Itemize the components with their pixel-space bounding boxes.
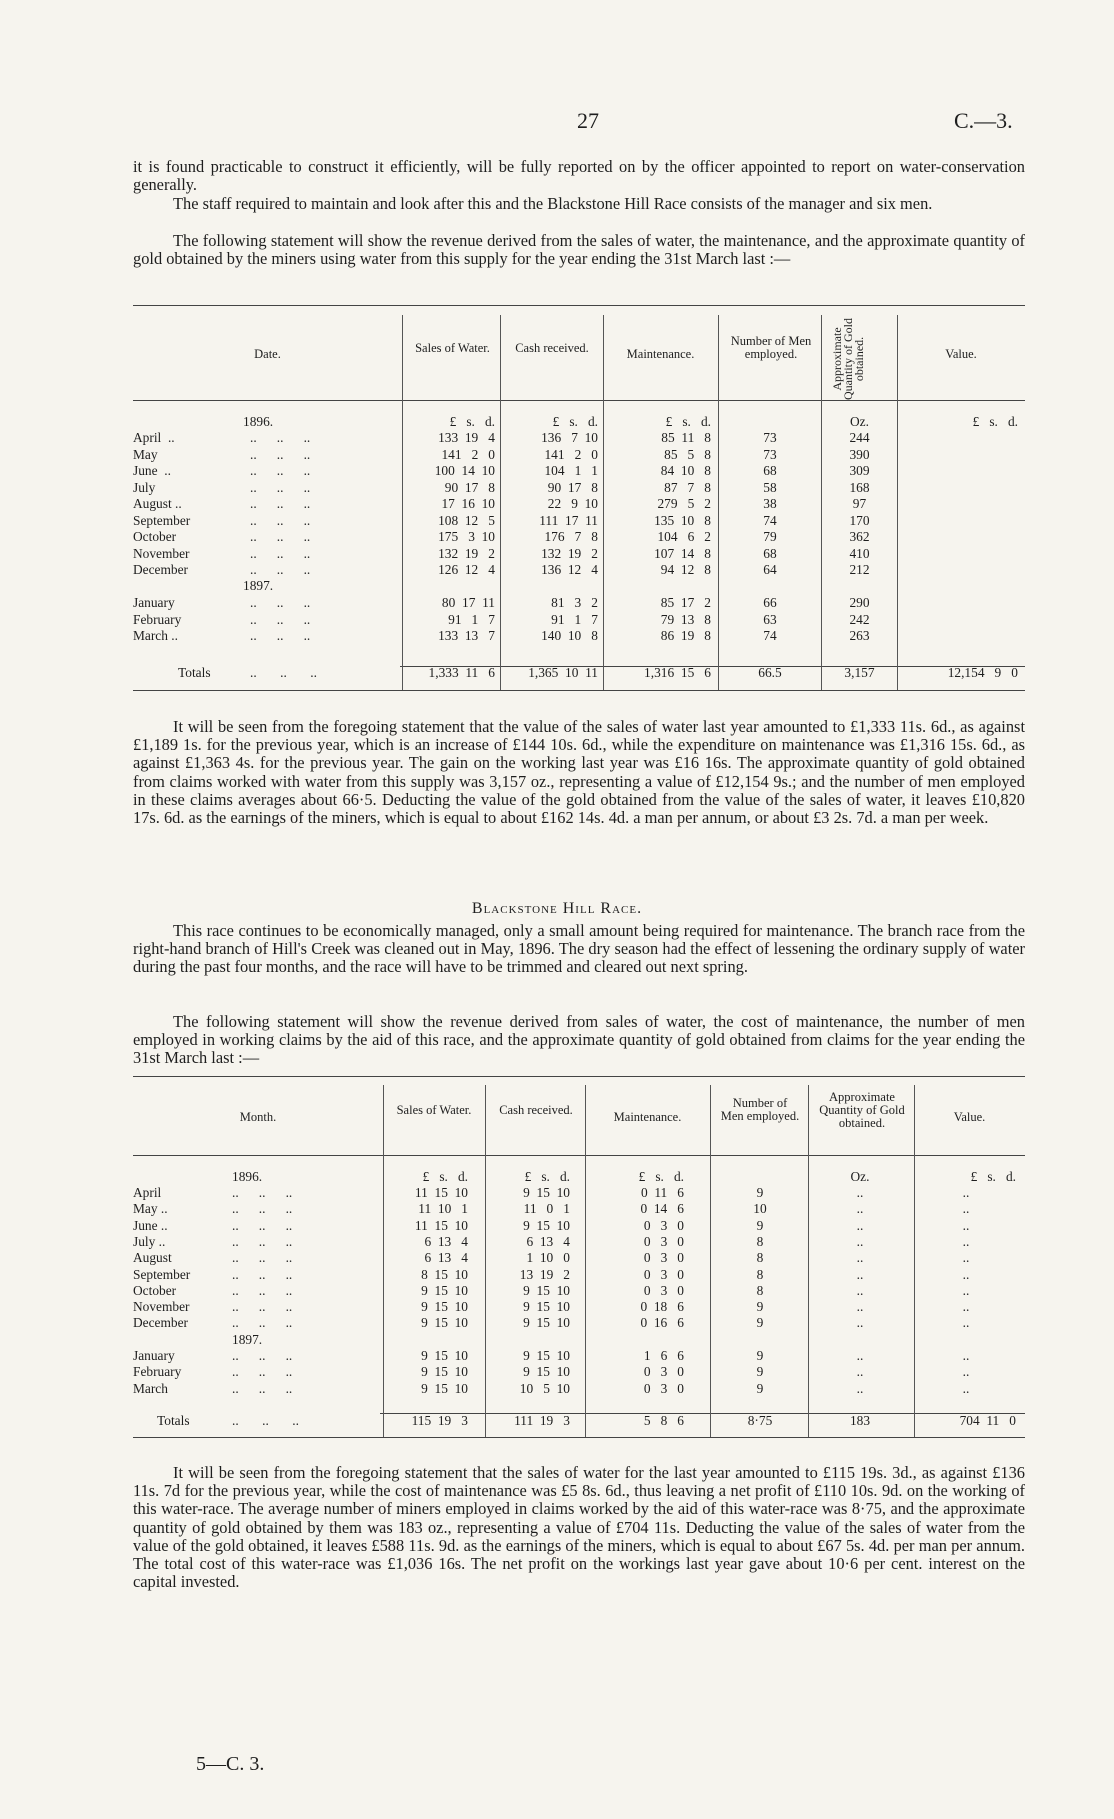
- table1-row-month: May: [133, 446, 158, 462]
- table1-row-men: 63: [763, 611, 777, 627]
- table1-row-month: June ..: [133, 463, 171, 478]
- table1-row-cash: 111 17 11: [539, 512, 598, 528]
- table1-row-maint: 135 10 8: [654, 512, 711, 528]
- table2-row-maint: 0 3 0: [643, 1217, 684, 1233]
- table1-row-gold: 309: [849, 463, 870, 478]
- table1-header-sales: Sales of Water.: [415, 341, 490, 355]
- table2-unit-maint: £ s. d.: [638, 1169, 684, 1184]
- table2-row-cash: 9 15 10: [523, 1299, 570, 1315]
- table2-unit-value: £ s. d.: [970, 1169, 1016, 1184]
- table2-row-month: March: [133, 1380, 168, 1396]
- table1-row-men: 68: [763, 545, 777, 561]
- paragraph-2: It will be seen from the foregoing statement that the value of the sales of water last year amounted to £1,333 11s. 6d., as against £1,189 1s. for the previous year, which is an increase of £144 10s. 6d., while the expenditure on maintenance was £1,316 15s. 6d., as against £1,363 4s. for the previous year. The gain on the working last year was £16 16s. The approximate quantity of gold obtained from claims worked with water from this supply was 3,157 oz., representing a value of £12,154 9s.; and the number of men employed in these claims averages about 66·5. Deducting the value of the gold obtained from the value of the sales of water, it leaves £10,820 17s. 6d. as the earnings of the miners, which is equal to about £162 14s. 4d. a man per annum, or about £3 2s. 7d. a man per week.: [133, 717, 1025, 828]
- intro-paragraph-3: The following statement will show the revenue derived from the sales of water, the maintenance, and the approximate quantity of gold obtained by the miners using water from this supply for the year ending the 31st March last :—: [133, 231, 1025, 269]
- table2-row-dots: .. .. ..: [232, 1250, 293, 1266]
- table1-row-gold: 362: [849, 529, 870, 544]
- table1-year-1896: 1896.: [243, 414, 274, 429]
- table2-row-men: 9: [756, 1348, 764, 1363]
- table2-row-sales: 9 15 10: [421, 1299, 468, 1315]
- table1-row-cash: 91 1 7: [551, 611, 598, 627]
- table2-row-month: April: [133, 1185, 162, 1200]
- table1-row-men: 58: [763, 479, 777, 495]
- table2-row-gold: ..: [856, 1299, 864, 1315]
- table1-totals-value: 12,154 9 0: [947, 665, 1018, 680]
- table2-row-value: ..: [962, 1233, 970, 1249]
- table1-row-dots: .. .. ..: [250, 595, 311, 610]
- table2-row-gold: ..: [856, 1185, 864, 1200]
- footer-signature: 5—C. 3.: [196, 1753, 265, 1775]
- table1-row-men: 73: [763, 446, 777, 462]
- table1-row-maint: 87 7 8: [664, 479, 711, 495]
- table2-totals-cash: 111 19 3: [514, 1413, 570, 1428]
- table1-row-gold: 97: [852, 496, 867, 511]
- table2-row-value: ..: [962, 1282, 970, 1298]
- table1-unit-cash: £ s. d.: [552, 414, 598, 429]
- table1-header-value: Value.: [945, 347, 977, 361]
- table1-row-dots: .. .. ..: [250, 529, 311, 544]
- table2-row-maint: 0 3 0: [643, 1282, 684, 1298]
- table2-row-men: 9: [756, 1315, 764, 1331]
- section-heading: Blackstone Hill Race.: [471, 900, 643, 917]
- table2-row-value: ..: [962, 1315, 970, 1331]
- table2-row-sales: 9 15 10: [421, 1315, 468, 1331]
- page-number: 27: [577, 108, 599, 133]
- table2-row-cash: 9 15 10: [523, 1185, 570, 1200]
- table1-row-dots: .. .. ..: [250, 512, 311, 528]
- table2-row-men: 9: [756, 1364, 764, 1380]
- intro-paragraph-2: The staff required to maintain and look after this and the Blackstone Hill Race consists of the manager and six men.: [173, 194, 933, 213]
- table2-row-maint: 0 3 0: [643, 1364, 684, 1380]
- table2-year-1897: 1897.: [232, 1332, 263, 1347]
- table1-row-month: February: [133, 611, 182, 627]
- table1-totals-sales: 1,333 11 6: [428, 665, 495, 680]
- table2-totals-label: Totals: [157, 1413, 190, 1428]
- table1-row-cash: 141 2 0: [544, 446, 598, 462]
- table1-row-gold: 290: [849, 595, 870, 610]
- table1-row-men: 68: [763, 463, 777, 478]
- table1-unit-value: £ s. d.: [972, 414, 1018, 429]
- table2-header-value: Value.: [953, 1110, 986, 1124]
- table1-row-dots: .. .. ..: [250, 496, 311, 511]
- table1-row-men: 38: [763, 496, 777, 511]
- table2-row-sales: 9 15 10: [421, 1364, 468, 1380]
- intro-paragraph-1: it is found practicable to construct it efficiently, will be fully reported on by the officer appointed to report on water-conservation generally.: [133, 157, 1025, 195]
- table1-row-maint: 79 13 8: [660, 611, 711, 627]
- table2-row-month: August: [133, 1250, 172, 1266]
- table1-header-date: Date.: [254, 347, 281, 361]
- table2-totals-gold: 183: [849, 1413, 871, 1428]
- table1-row-sales: 100 14 10: [434, 463, 495, 478]
- table2-row-dots: .. .. ..: [232, 1233, 293, 1249]
- table1-row-sales: 132 19 2: [438, 545, 495, 561]
- table2-row-maint: 0 3 0: [643, 1233, 684, 1249]
- table1-row-month: January: [133, 595, 175, 610]
- table1-row-cash: 136 7 10: [541, 430, 598, 445]
- table1-row-sales: 133 19 4: [438, 430, 495, 445]
- table2-row-dots: .. .. ..: [232, 1299, 293, 1315]
- table2-row-month: September: [133, 1266, 191, 1282]
- page-reference: C.—3.: [954, 108, 1013, 133]
- table2-row-dots: .. .. ..: [232, 1364, 293, 1380]
- table1-row-gold: 263: [849, 628, 870, 643]
- table2-row-gold: ..: [856, 1266, 864, 1282]
- table2-row-dots: .. .. ..: [232, 1282, 293, 1298]
- table2-row-cash: 9 15 10: [523, 1348, 570, 1363]
- table1-totals-label: Totals: [178, 665, 211, 680]
- table2-row-cash: 11 0 1: [523, 1201, 570, 1217]
- table1-row-maint: 104 6 2: [657, 529, 711, 544]
- table1-row-dots: .. .. ..: [250, 479, 311, 495]
- table1-row-gold: 168: [849, 479, 870, 495]
- table1-row-maint: 85 17 2: [660, 595, 711, 610]
- table2-row-men: 9: [756, 1185, 764, 1200]
- table2-header-month: Month.: [239, 1110, 277, 1124]
- table2-row-month: May ..: [133, 1201, 168, 1217]
- table1-row-month: November: [133, 545, 190, 561]
- table2-header-cash: Cash received.: [499, 1103, 573, 1117]
- table1-row-month: March ..: [133, 628, 178, 643]
- paragraph-4: It will be seen from the foregoing statement that the sales of water for the last year amounted to £115 19s. 3d., as against £136 11s. 7d for the previous year, while the cost of maintenance was £5 8s. 6d., thus leaving a net profit of £110 10s. 9d. on the working of this water-race. The average number of miners employed in claims worked by the aid of this water-race was 8·75, and the approximate quantity of gold obtained by them was 183 oz., representing a value of £704 11s. Deducting the value of the sales of water from the value of the gold obtained, it leaves £588 11s. 9d. as the earnings of the miners, which is equal to about £67 5s. 4d. per man per annum. The total cost of this water-race was £1,036 16s. The net profit on the workings last year gave about 10·6 per cent. interest on the capital invested.: [133, 1463, 1025, 1592]
- table2-totals-sales: 115 19 3: [411, 1413, 468, 1428]
- table2-row-month: January: [133, 1348, 175, 1363]
- table2-header-men: Number of Men employed.: [720, 1096, 800, 1123]
- table2-row-sales: 9 15 10: [421, 1380, 468, 1396]
- table2-row-value: ..: [962, 1185, 970, 1200]
- table2-row-gold: ..: [856, 1348, 864, 1363]
- table2-row-gold: ..: [856, 1380, 864, 1396]
- table1-row-gold: 170: [849, 512, 870, 528]
- table2-unit-gold: Oz.: [850, 1169, 870, 1184]
- table1-header-cash: Cash received.: [515, 341, 589, 355]
- table1-row-dots: .. .. ..: [250, 463, 311, 478]
- table2-row-sales: 9 15 10: [421, 1282, 468, 1298]
- table2-row-gold: ..: [856, 1315, 864, 1331]
- table1-row-men: 66: [763, 595, 777, 610]
- table1-row-cash: 90 17 8: [547, 479, 598, 495]
- table1-row-maint: 86 19 8: [660, 628, 711, 643]
- table2-row-sales: 8 15 10: [421, 1266, 468, 1282]
- table1-row-sales: 141 2 0: [441, 446, 495, 462]
- table2-row-dots: .. .. ..: [232, 1185, 293, 1200]
- table2-row-dots: .. .. ..: [232, 1217, 293, 1233]
- table1-row-gold: 410: [849, 545, 870, 561]
- table1-row-cash: 22 9 10: [547, 496, 598, 511]
- table2-header-gold: Approximate Quantity of Gold obtained.: [819, 1090, 905, 1130]
- table2-row-value: ..: [962, 1201, 970, 1217]
- table2-row-sales: 11 15 10: [414, 1217, 468, 1233]
- table2-totals-maint: 5 8 6: [643, 1413, 684, 1428]
- table1-row-month: April ..: [133, 430, 175, 445]
- table2-row-cash: 6 13 4: [526, 1233, 570, 1249]
- table2-row-maint: 0 11 6: [640, 1185, 684, 1200]
- table1-row-maint: 94 12 8: [660, 562, 711, 577]
- table2-row-maint: 0 3 0: [643, 1250, 684, 1266]
- table1-row-maint: 279 5 2: [657, 496, 711, 511]
- table1-header-men: Number of Men employed.: [730, 334, 812, 361]
- table1-row-gold: 242: [849, 611, 870, 627]
- table1-row-month: September: [133, 512, 191, 528]
- table2-row-cash: 10 5 10: [519, 1380, 570, 1396]
- table2-row-maint: 0 18 6: [640, 1299, 684, 1315]
- table2-row-men: 9: [756, 1299, 764, 1315]
- table2-row-maint: 0 3 0: [643, 1266, 684, 1282]
- table2-row-maint: 0 14 6: [640, 1201, 684, 1217]
- table1-row-maint: 84 10 8: [660, 463, 711, 478]
- table1-row-sales: 175 3 10: [438, 529, 495, 544]
- table2-row-month: February: [133, 1364, 182, 1380]
- table2-header-sales: Sales of Water.: [396, 1103, 472, 1117]
- table1-totals-gold: 3,157: [844, 665, 875, 680]
- table2-row-month: October: [133, 1282, 177, 1298]
- table2-unit-sales: £ s. d.: [422, 1169, 468, 1184]
- table1-unit-sales: £ s. d.: [449, 414, 495, 429]
- table2-row-cash: 9 15 10: [523, 1217, 570, 1233]
- table1-year-1897: 1897.: [243, 578, 274, 593]
- table1-row-sales: 108 12 5: [438, 512, 495, 528]
- table2-row-maint: 1 6 6: [643, 1348, 684, 1363]
- table1-row-cash: 104 1 1: [544, 463, 598, 478]
- table2-row-men: 9: [756, 1217, 764, 1233]
- table2-row-value: ..: [962, 1380, 970, 1396]
- table2-row-maint: 0 3 0: [643, 1380, 684, 1396]
- table2-row-value: ..: [962, 1299, 970, 1315]
- table2-row-dots: .. .. ..: [232, 1201, 293, 1217]
- table2-row-sales: 6 13 4: [424, 1250, 468, 1266]
- table1-row-sales: 80 17 11: [441, 595, 495, 610]
- table1-row-cash: 176 7 8: [544, 529, 598, 544]
- table2-row-value: ..: [962, 1250, 970, 1266]
- table1-row-cash: 81 3 2: [551, 595, 598, 610]
- table2-row-gold: ..: [856, 1233, 864, 1249]
- table2-totals-men: 8·75: [747, 1413, 773, 1428]
- table2-row-gold: ..: [856, 1364, 864, 1380]
- table1-row-maint: 107 14 8: [654, 545, 711, 561]
- table1-totals-maint: 1,316 15 6: [644, 665, 711, 680]
- table1-row-dots: .. .. ..: [250, 430, 311, 445]
- table1-totals-cash: 1,365 10 11: [528, 665, 598, 680]
- table1-row-men: 74: [763, 628, 777, 643]
- table2-row-month: November: [133, 1299, 190, 1315]
- table1-row-gold: 390: [849, 446, 870, 462]
- table2-row-cash: 13 19 2: [519, 1266, 570, 1282]
- table2-row-sales: 11 15 10: [414, 1185, 468, 1200]
- table2-totals-value: 704 11 0: [959, 1413, 1016, 1428]
- table1-row-sales: 126 12 4: [438, 562, 495, 577]
- table1-row-maint: 85 5 8: [664, 446, 711, 462]
- table1-totals-dots: .. .. ..: [250, 665, 317, 680]
- table1-row-cash: 132 19 2: [541, 545, 598, 561]
- table1-header-gold: Approximate Quantity of Gold obtained.: [830, 318, 866, 400]
- table2-row-value: ..: [962, 1364, 970, 1380]
- table2-row-sales: 6 13 4: [424, 1233, 468, 1249]
- table1-row-month: December: [133, 562, 189, 577]
- table2-row-men: 8: [756, 1282, 764, 1298]
- table2-row-gold: ..: [856, 1282, 864, 1298]
- table1-row-cash: 140 10 8: [541, 628, 598, 643]
- table1-row-gold: 212: [849, 562, 870, 577]
- table2-row-men: 8: [756, 1250, 764, 1266]
- table1-row-sales: 90 17 8: [444, 479, 495, 495]
- table1-row-month: October: [133, 529, 177, 544]
- table1-row-gold: 244: [849, 430, 870, 445]
- table2-row-men: 10: [753, 1201, 767, 1217]
- table1-row-dots: .. .. ..: [250, 446, 311, 462]
- table1-row-men: 74: [763, 512, 777, 528]
- table1-row-month: July: [133, 479, 156, 495]
- table1-row-maint: 85 11 8: [661, 430, 711, 445]
- table1-row-dots: .. .. ..: [250, 611, 311, 627]
- table2-row-month: December: [133, 1315, 189, 1331]
- table1-row-dots: .. .. ..: [250, 562, 311, 577]
- table2-row-sales: 9 15 10: [421, 1348, 468, 1363]
- table2-row-value: ..: [962, 1266, 970, 1282]
- table2-row-dots: .. .. ..: [232, 1315, 293, 1331]
- table2-row-value: ..: [962, 1217, 970, 1233]
- paragraph-3a: This race continues to be economically managed, only a small amount being required for maintenance. The branch race from the right-hand branch of Hill's Creek was cleaned out in May, 1896. The dry season had the effect of lessening the ordinary supply of water during the past four months, and the race will have to be trimmed and cleared out next spring.: [133, 921, 1025, 977]
- table1-row-sales: 133 13 7: [438, 628, 495, 643]
- table2-row-men: 8: [756, 1266, 764, 1282]
- table2-row-gold: ..: [856, 1250, 864, 1266]
- table1-header-maintenance: Maintenance.: [626, 347, 695, 361]
- table2-row-value: ..: [962, 1348, 970, 1363]
- table1-row-dots: .. .. ..: [250, 628, 311, 643]
- table2-totals-dots: .. .. ..: [232, 1413, 299, 1428]
- table2-row-gold: ..: [856, 1201, 864, 1217]
- table1-row-men: 73: [763, 430, 777, 445]
- table1-row-sales: 17 16 10: [441, 496, 495, 511]
- table2-row-dots: .. .. ..: [232, 1348, 293, 1363]
- table2-row-dots: .. .. ..: [232, 1380, 293, 1396]
- table2-row-cash: 9 15 10: [523, 1364, 570, 1380]
- table2-row-cash: 9 15 10: [523, 1315, 570, 1331]
- table1-totals-men: 66.5: [758, 665, 782, 680]
- table1-unit-maint: £ s. d.: [665, 414, 711, 429]
- table2-row-gold: ..: [856, 1217, 864, 1233]
- table1-row-men: 64: [763, 562, 777, 577]
- paragraph-3b: The following statement will show the revenue derived from sales of water, the cost of maintenance, the number of men employed in working claims by the aid of this race, and the approximate quantity of gold obtained from claims for the year ending the 31st March last :—: [133, 1012, 1025, 1068]
- table2-unit-cash: £ s. d.: [524, 1169, 570, 1184]
- table2-row-sales: 11 10 1: [418, 1201, 468, 1217]
- table2-year-1896: 1896.: [232, 1169, 263, 1184]
- table1-row-sales: 91 1 7: [448, 611, 495, 627]
- table1-row-cash: 136 12 4: [541, 562, 598, 577]
- table2-row-month: June ..: [133, 1217, 168, 1233]
- table2-row-dots: .. .. ..: [232, 1266, 293, 1282]
- table2-row-month: July ..: [133, 1233, 166, 1249]
- table2-row-men: 9: [756, 1380, 764, 1396]
- table2-row-cash: 1 10 0: [526, 1250, 570, 1266]
- table1-row-month: August ..: [133, 496, 182, 511]
- table2-row-men: 8: [756, 1233, 764, 1249]
- table2-header-maintenance: Maintenance.: [613, 1110, 682, 1124]
- table2-row-maint: 0 16 6: [640, 1315, 684, 1331]
- table2-row-cash: 9 15 10: [523, 1282, 570, 1298]
- table1-unit-gold: Oz.: [850, 414, 869, 429]
- table1-row-dots: .. .. ..: [250, 545, 311, 561]
- table1-row-men: 79: [763, 529, 777, 544]
